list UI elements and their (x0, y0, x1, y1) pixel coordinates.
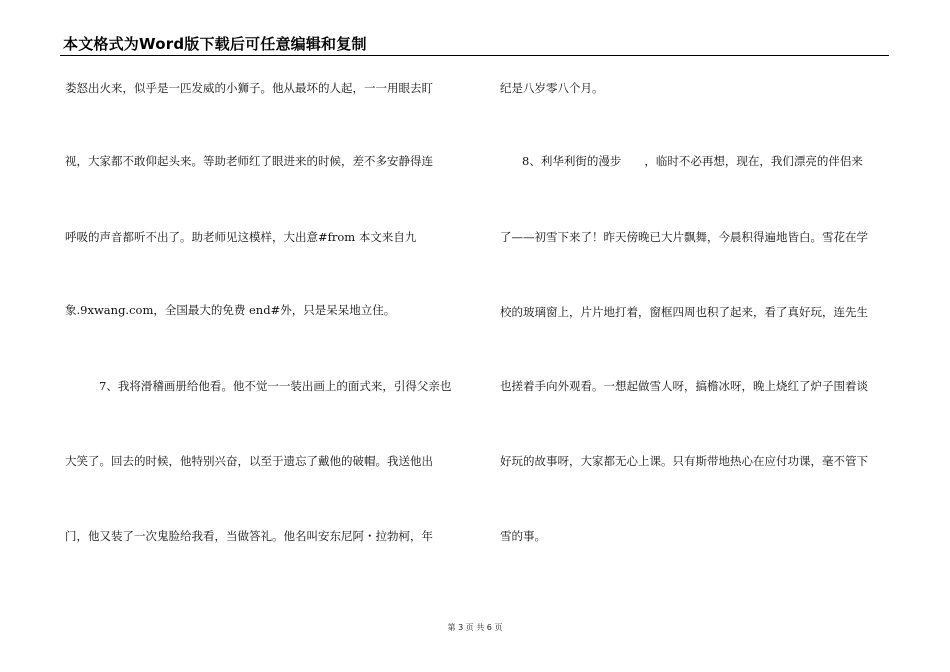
text-line: 象.9xwang.com，全国最大的免费 end#外，只是呆呆地立住。 (65, 303, 396, 317)
page-number-footer: 第 3 页 共 6 页 (447, 623, 503, 632)
text-line: 大笑了。回去的时候，他特别兴奋，以至于遗忘了戴他的破帽。我送他出 (65, 454, 433, 468)
text-line: 纪是八岁零八个月。 (500, 81, 604, 95)
text-line: 视，大家都不敢仰起头来。等助老师红了眼进来的时候，差不多安静得连 (65, 154, 433, 168)
text-line: 门，他又装了一次鬼脸给我看，当做答礼。他名叫安东尼阿・拉勃柯，年 (65, 529, 433, 543)
text-line: 校的玻璃窗上，片片地打着，窗框四周也积了起来，看了真好玩，连先生 (500, 305, 868, 319)
paragraph-first-line: 7、我将滑稽画册给他看。他不觉一一装出画上的面式来，引得父亲也 (99, 379, 452, 393)
text-line: 好玩的故事呀，大家都无心上课。只有斯带地热心在应付功课，毫不管下 (500, 454, 868, 468)
text-line: 了——初雪下来了！昨天傍晚已大片飘舞，今晨积得遍地皆白。雪花在学 (500, 230, 868, 244)
document-header-title: 本文格式为Word版下载后可任意编辑和复制 (63, 35, 367, 53)
text-line: 雪的事。 (500, 529, 546, 543)
text-line: 也搓着手向外观看。一想起做雪人呀，搞檐冰呀，晚上烧红了炉子围着谈 (500, 379, 868, 393)
paragraph-first-line: 8、利华利街的漫步 ，临时不必再想，现在，我们漂亮的伴侣来 (522, 154, 863, 168)
text-line: 娄怒出火来，似乎是一匹发威的小狮子。他从最坏的人起，一一用眼去盯 (65, 81, 433, 95)
text-line: 呼吸的声音都听不出了。助老师见这模样，大出意#from 本文来自九 (65, 230, 417, 244)
header-divider (60, 55, 889, 56)
